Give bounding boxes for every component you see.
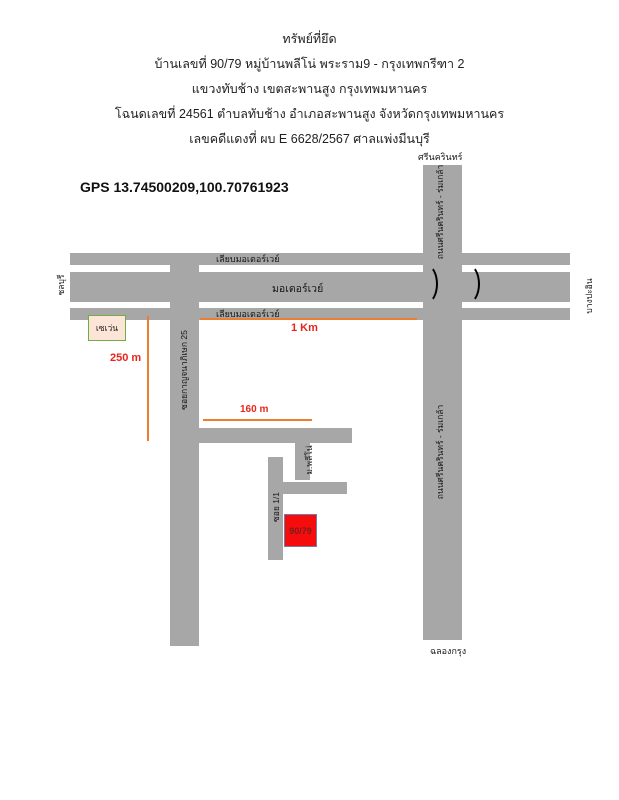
- seven-eleven-landmark: [88, 315, 126, 341]
- label-direction-chonburi: ชลบุรี: [56, 274, 66, 296]
- seven-eleven-label: เซเว่น: [95, 323, 119, 333]
- uturn-arc-icon: [456, 264, 480, 304]
- soi-kanchanaphisek-25-road: [170, 253, 199, 646]
- header-deed-line: โฉนดเลขที่ 24561 ตำบลทับช้าง อำเภอสะพานสูง จังหวัดกรุงเทพมหานคร: [114, 107, 505, 121]
- label-soi-1-1: ซอย 1/1: [271, 491, 281, 523]
- distance-text-250m: 250 m: [110, 352, 142, 364]
- label-direction-bang-pa-in: บางปะอิน: [584, 278, 594, 314]
- label-motorway: มอเตอร์เวย์: [272, 283, 324, 295]
- distance-text-1km: 1 Km: [291, 322, 318, 334]
- header-district-line: แขวงทับช้าง เขตสะพานสูง กรุงเทพมหานคร: [191, 82, 428, 96]
- seized-property-marker: [284, 514, 317, 547]
- village-access-road: [197, 428, 352, 443]
- label-srinakarin-romklao-upper: ถนนศรีนครินทร์ - ร่มเกล้า: [435, 164, 445, 260]
- label-chalong-krung: ฉลองกรุง: [430, 646, 467, 656]
- distance-line-1km: [200, 318, 417, 320]
- soi-connector-road: [283, 482, 347, 494]
- label-srinakarin-romklao-lower: ถนนศรีนครินทร์ - ร่มเกล้า: [435, 404, 445, 500]
- distance-text-160m: 160 m: [240, 404, 269, 415]
- header-case-line: เลขคดีแดงที่ ผบ E 6628/2567 ศาลแพ่งมีนบุรี: [189, 132, 430, 146]
- document-header: [0, 27, 619, 152]
- label-moo-ban-pleno: ม.พลีโน่: [304, 445, 314, 475]
- gps-coordinates: GPS 13.74500209,100.70761923: [80, 179, 289, 195]
- header-title: ทรัพย์ที่ยึด: [282, 32, 337, 46]
- distance-line-250m: [147, 316, 149, 441]
- label-frontage-bottom: เลียบมอเตอร์เวย์: [216, 308, 280, 319]
- label-srinakarin: ศรีนครินทร์: [418, 152, 463, 162]
- house-number-label: 90/79: [289, 525, 312, 536]
- uturn-arc-icon: [414, 264, 438, 304]
- distance-line-160m: [203, 419, 312, 421]
- label-soi-kanchanaphisek-25: ซอยกาญจนาภิเษก 25: [179, 330, 189, 410]
- label-frontage-top: เลียบมอเตอร์เวย์: [216, 253, 280, 264]
- header-address-line: บ้านเลขที่ 90/79 หมู่บ้านพลีโน่ พระราม9 - กรุงเทพกรีฑา 2: [154, 57, 465, 71]
- frontage-road-top: [70, 253, 570, 265]
